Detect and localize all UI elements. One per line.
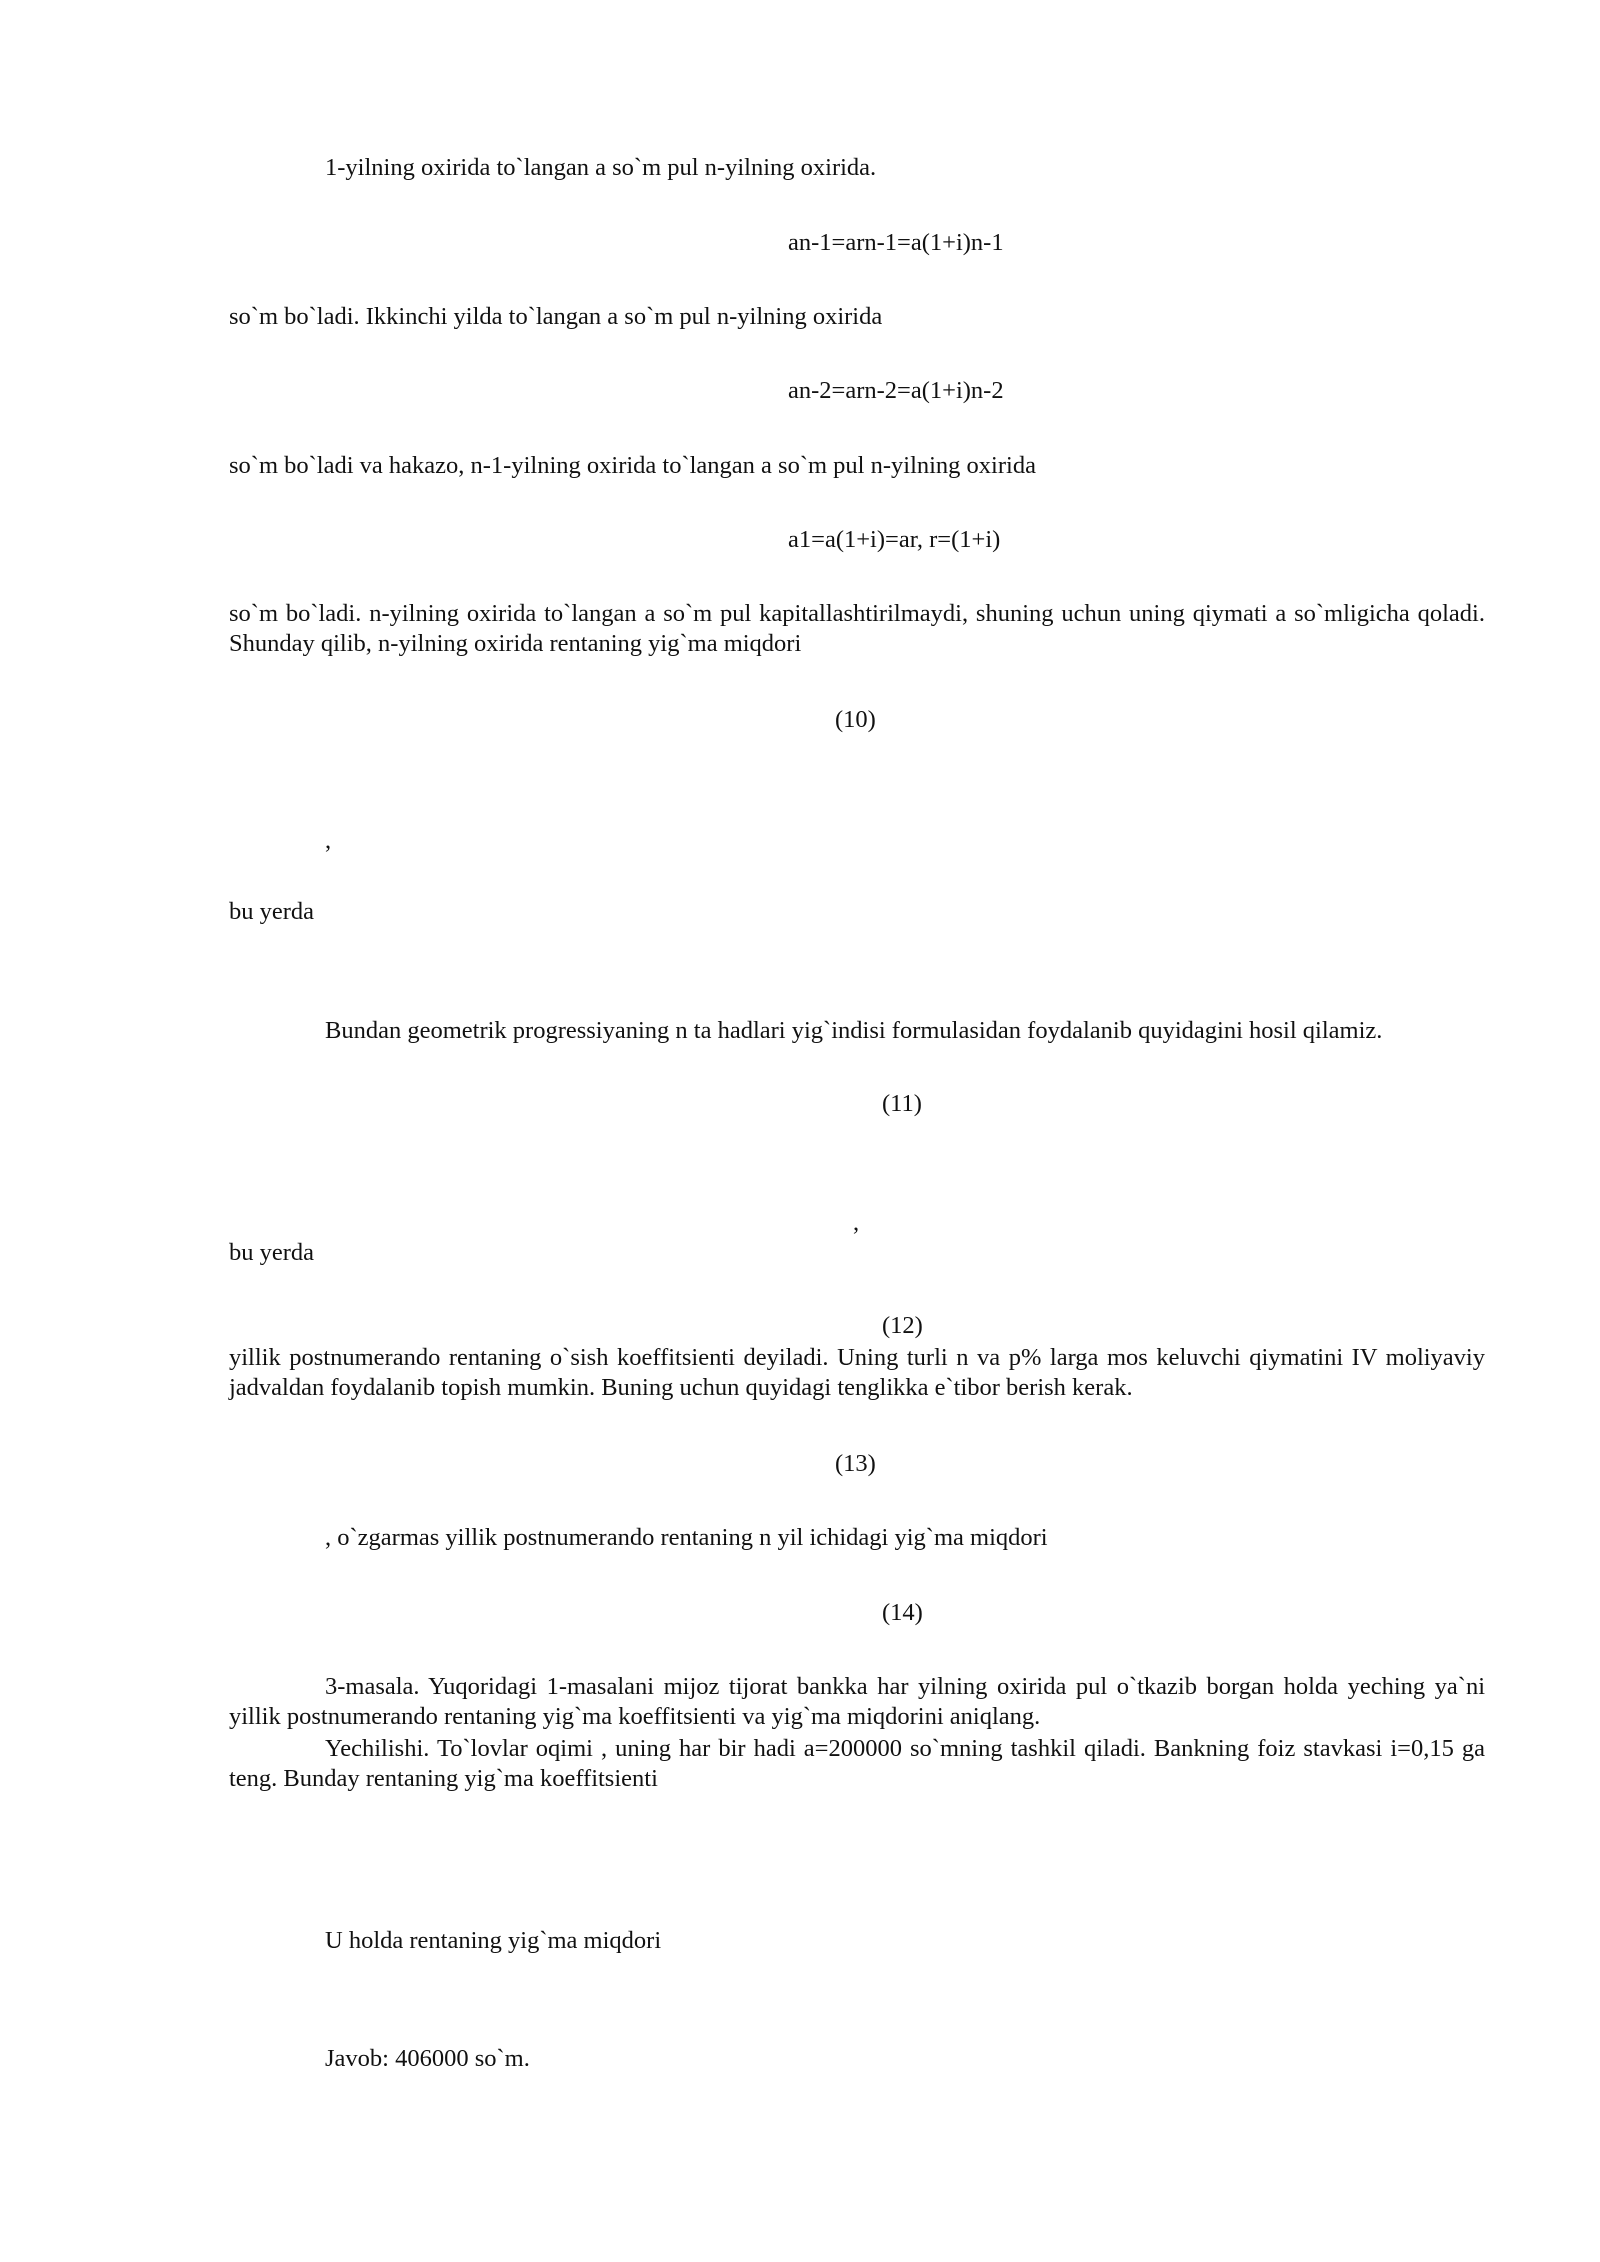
comma-after-formula-10: , [325,827,332,854]
answer-line: Javob: 406000 so`m. [325,2045,530,2072]
paragraph-4: so`m bo`ladi. n-yilning oxirida to`langan a so`m pul kapitallashtirilmaydi, shuning uchun uning qiymati a so`mligicha qoladi. Shunday qilib, n-yilning oxirida rentaning yig`ma miqdori [229,600,1485,657]
label-bu-yerda-1: bu yerda [229,898,315,925]
formula-an-2: an-2=arn-2=a(1+i)n-2 [788,377,1004,404]
paragraph-2: so`m bo`ladi. Ikkinchi yilda to`langan a so`m pul n-yilning oxirida [229,303,883,330]
formula-a1: a1=a(1+i)=ar, r=(1+i) [788,526,1001,553]
paragraph-8: 3-masala. Yuqoridagi 1-masalani mijoz tijorat bankka har yilning oxirida pul o`tkazib borgan holda yeching ya`ni yillik postnumerando rentaning yig`ma koeffitsienti va yig`ma miqdorini aniqlang. [229,1673,1485,1730]
paragraph-9: Yechilishi. To`lovlar oqimi , uning har bir hadi a=200000 so`mning tashkil qiladi. Bankning foiz stavkasi i=0,15 ga teng. Bunday rentaning yig`ma koeffitsienti [229,1735,1485,1792]
paragraph-10: U holda rentaning yig`ma miqdori [325,1927,662,1954]
equation-number-11: (11) [882,1090,922,1117]
paragraph-6: yillik postnumerando rentaning o`sish koeffitsienti deyiladi. Uning turli n va p% larga mos keluvchi qiymatini IV moliyaviy jadvaldan foydalanib topish mumkin. Buning uchun quyidagi tenglikka e`tibor berish kerak. [229,1344,1485,1401]
paragraph-3: so`m bo`ladi va hakazo, n-1-yilning oxirida to`langan a so`m pul n-yilning oxirida [229,452,1036,479]
equation-number-14: (14) [882,1599,923,1626]
equation-number-12: (12) [882,1312,923,1339]
paragraph-1: 1-yilning oxirida to`langan a so`m pul n-yilning oxirida. [325,154,877,181]
paragraph-5: Bundan geometrik progressiyaning n ta hadlari yig`indisi formulasidan foydalanib quyidagini hosil qilamiz. [325,1017,1383,1044]
comma-after-formula-11: , [853,1209,860,1236]
formula-an-1: an-1=arn-1=a(1+i)n-1 [788,229,1004,256]
paragraph-7: , o`zgarmas yillik postnumerando rentaning n yil ichidagi yig`ma miqdori [325,1524,1048,1551]
label-bu-yerda-2: bu yerda [229,1239,315,1266]
equation-number-10: (10) [835,706,876,733]
equation-number-13: (13) [835,1450,876,1477]
